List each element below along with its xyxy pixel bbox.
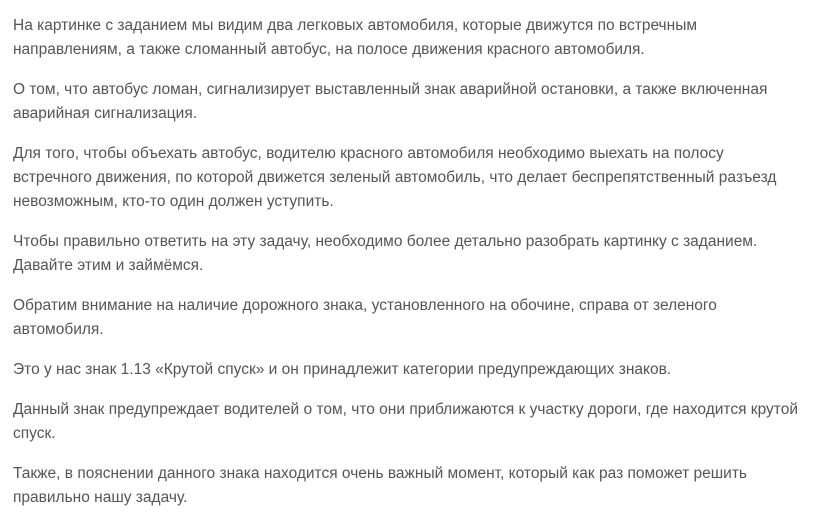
paragraph-7: Данный знак предупреждает водителей о том, что они приближаются к участку дороги, где находится крутой спуск. — [13, 401, 798, 442]
paragraph-6: Это у нас знак 1.13 «Крутой спуск» и он принадлежит категории предупреждающих знаков. — [13, 361, 672, 378]
paragraph-2: О том, что автобус ломан, сигнализирует выставленный знак аварийной остановки, а также включенная аварийная сигнализация. — [13, 81, 768, 122]
article-body — [13, 14, 805, 526]
paragraph-3: Для того, чтобы объехать автобус, водителю красного автомобиля необходимо выехать на полосу встречного движения, по которой движется зеленый автомобиль, что делает беспрепятственный разъезд невозможным, кто-то один должен уступить. — [13, 145, 777, 210]
paragraph-1: На картинке с заданием мы видим два легковых автомобиля, которые движутся по встречным направлениям, а также сломанный автобус, на полосе движения красного автомобиля. — [13, 17, 697, 58]
paragraph-8: Также, в пояснении данного знака находится очень важный момент, который как раз поможет решить правильно нашу задачу. — [13, 465, 747, 506]
paragraph-4: Чтобы правильно ответить на эту задачу, необходимо более детально разобрать картинку с заданием. Давайте этим и займёмся. — [13, 233, 758, 274]
paragraph-5: Обратим внимание на наличие дорожного знака, установленного на обочине, справа от зеленого автомобиля. — [13, 297, 717, 338]
